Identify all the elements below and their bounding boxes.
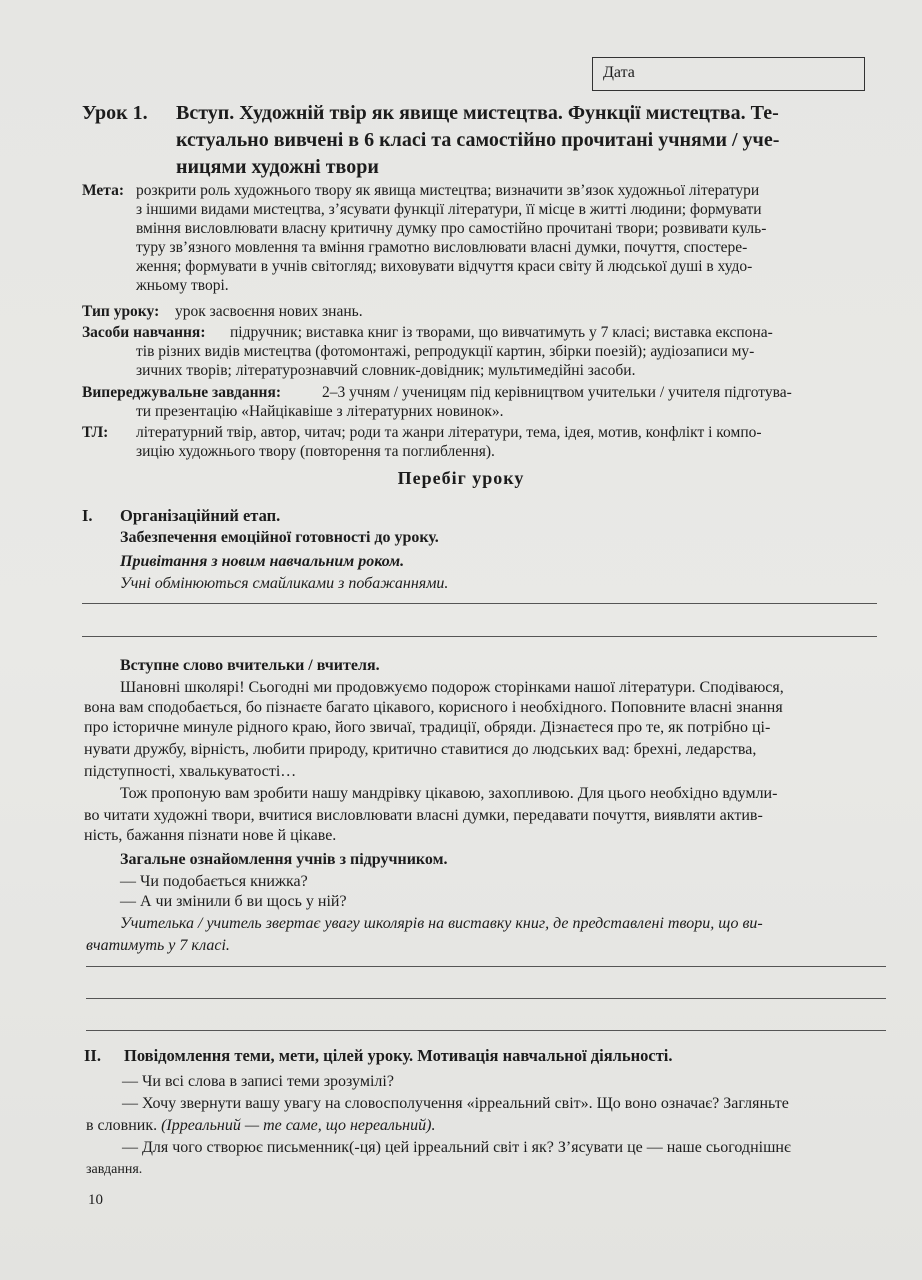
goal-line: туру зв’язного мовлення та вміння грамотно висловлювати власні думки, почуття, спостере- xyxy=(136,239,748,256)
page-number: 10 xyxy=(88,1192,103,1208)
goal-line: розкрити роль художнього твору як явища мистецтва; визначити зв’язок художньої літератури xyxy=(136,182,760,199)
question-continuation-text: в словник. xyxy=(86,1117,158,1134)
teacher-note-line: Учителька / учитель звертає увагу школярів на виставку книг, де представлені твори, що ви- xyxy=(120,915,763,932)
question-line: — Чи подобається книжка? xyxy=(120,873,308,890)
question-continuation: завдання. xyxy=(86,1162,143,1177)
means-label: Засоби навчання: xyxy=(82,324,206,341)
greeting-heading: Привітання з новим навчальним роком. xyxy=(120,553,405,570)
goal-line: ження; формувати в учнів світогляд; виховувати відчуття краси світу й людської душі в худо- xyxy=(136,258,753,275)
title-line: кстуально вивчені в 6 класі та самостійно прочитані учнями / уче- xyxy=(176,129,780,151)
means-line: тів різних видів мистецтва (фотомонтажі, репродукції картин, збірки поезій); аудіозаписи му- xyxy=(136,343,755,360)
intro-heading: Вступне слово вчительки / вчителя. xyxy=(120,657,380,674)
para-line: про історичне минуле рідного краю, його звичаї, традиції, обряди. Дізнаєтеся про те, як потрібно ці- xyxy=(84,719,771,736)
lesson-type-label: Тип уроку: xyxy=(82,303,160,320)
lesson-type-text: урок засвоєння нових знань. xyxy=(175,303,363,320)
section-1-sub-heading: Забезпечення емоційної готовності до уроку. xyxy=(120,529,439,546)
lesson-number: Урок 1. xyxy=(82,102,148,124)
lesson-course-heading: Перебіг уроку xyxy=(397,468,525,488)
definition-note: (Ірреальний — те саме, що нереальний). xyxy=(161,1117,436,1134)
textbook-heading: Загальне ознайомлення учнів з підручником. xyxy=(120,851,448,868)
goal-line: вміння висловлювати власну критичну думку про самостійно прочитані твори; розвивати куль- xyxy=(136,220,767,237)
answer-line xyxy=(82,636,877,637)
goal-line: з іншими видами мистецтва, з’ясувати функції літератури, її місце в житті людини; формувати xyxy=(136,201,762,218)
para-line: нувати дружбу, вірність, любити природу, критично ставитися до людських вад: брехні, ледарства, xyxy=(84,741,757,758)
question-line: — А чи змінили б ви щось у ній? xyxy=(120,893,347,910)
means-line: підручник; виставка книг із творами, що вивчатимуть у 7 класі; виставка експона- xyxy=(230,324,773,341)
title-line: Вступ. Художній твір як явище мистецтва. Функції мистецтва. Те- xyxy=(176,102,779,124)
date-label: Дата xyxy=(603,64,635,81)
section-2-title: Повідомлення теми, мети, цілей уроку. Мотивація навчальної діяльності. xyxy=(124,1046,673,1065)
means-line: зичних творів; літературознавчий словник-довідник; мультимедійні засоби. xyxy=(136,362,636,379)
para-line: підступності, хвалькуватості… xyxy=(84,763,297,780)
section-1-number: I. xyxy=(82,506,93,525)
teacher-note-line: вчатимуть у 7 класі. xyxy=(86,937,230,954)
answer-line xyxy=(86,998,886,999)
lesson-title-text xyxy=(176,100,878,181)
section-1-title: Організаційний етап. xyxy=(120,506,281,525)
title-line: ницями художні твори xyxy=(176,156,379,178)
tl-line: літературний твір, автор, читач; роди та жанри літератури, тема, ідея, мотив, конфлікт і компо- xyxy=(136,424,762,441)
section-2-number: II. xyxy=(84,1046,101,1065)
question-line: — Хочу звернути вашу увагу на словосполучення «ірреальний світ». Що воно означає? Загляньте xyxy=(122,1095,789,1112)
advance-task-line: ти презентацію «Найцікавіше з літературних новинок». xyxy=(136,403,504,420)
para-line: во читати художні твори, вчитися висловлювати власні думки, передавати почуття, виявляти актив- xyxy=(84,807,763,824)
tl-line: зицію художнього твору (повторення та поглиблення). xyxy=(136,443,495,460)
para-line: Шановні школярі! Сьогодні ми продовжуємо подорож сторінками нашої літератури. Сподіваюся, xyxy=(120,679,784,696)
para-line: ність, бажання пізнати нове й цікаве. xyxy=(84,827,337,844)
question-line: — Чи всі слова в записі теми зрозумілі? xyxy=(122,1073,394,1090)
advance-task-label: Випереджувальне завдання: xyxy=(82,384,282,401)
answer-line xyxy=(82,603,877,604)
date-field[interactable] xyxy=(592,57,865,91)
goal-line: жньому творі. xyxy=(136,277,229,294)
answer-line xyxy=(86,966,886,967)
advance-task-line: 2–3 учням / ученицям під керівництвом учительки / учителя підготува- xyxy=(322,384,792,401)
question-continuation xyxy=(86,1116,435,1136)
question-line: — Для чого створює письменник(-ця) цей ірреальний світ і як? З’ясувати це — наше сьогоднішнє xyxy=(122,1139,791,1156)
answer-line xyxy=(86,1030,886,1031)
para-line: вона вам сподобається, бо пізнаєте багато цікавого, корисного і необхідного. Поповните власні знання xyxy=(84,699,783,716)
greeting-note: Учні обмінюються смайликами з побажаннями. xyxy=(120,575,449,592)
para-line: Тож пропоную вам зробити нашу мандрівку цікавою, захопливою. Для цього необхідно вдумли- xyxy=(120,785,778,802)
tl-label: ТЛ: xyxy=(82,424,109,441)
goal-label: Мета: xyxy=(82,182,125,199)
